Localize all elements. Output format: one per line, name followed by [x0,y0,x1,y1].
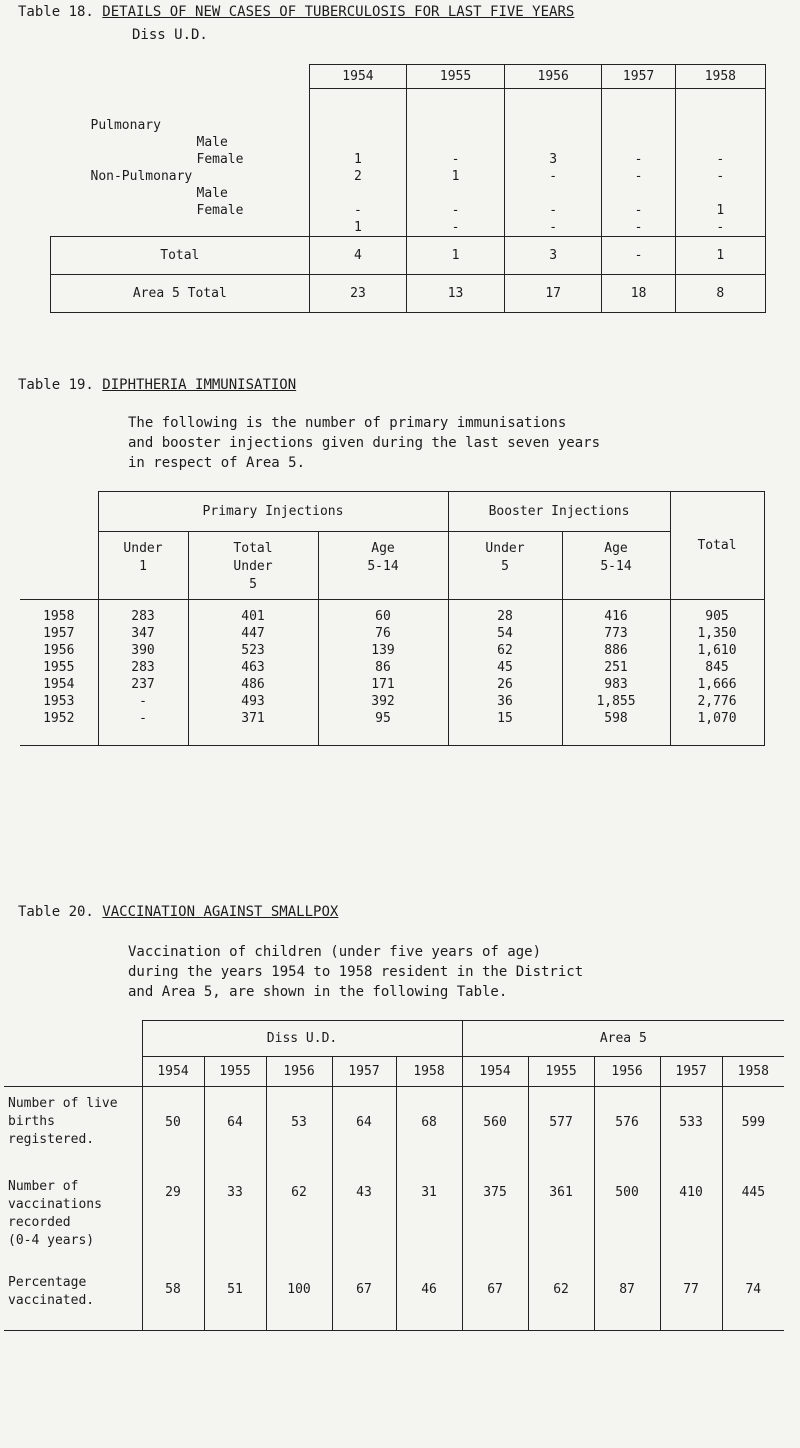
table19-paragraph: The following is the number of primary immunisations and booster injections given during the last seven years in respect of Area 5. [128,415,601,471]
t19-cell: 283 [131,660,155,675]
t20-vacc: 31 [421,1185,437,1200]
t19-cell: 347 [131,626,155,641]
t19-cell: 493 [241,694,265,709]
t19-year: 1956 [43,643,75,658]
table20 [4,1020,784,1331]
t18-cell: 3 [549,152,558,167]
t19-cell: 1,350 [697,626,737,641]
t20-vacc: 361 [549,1185,573,1200]
t19-cell: - [139,694,147,709]
t18-year: 1955 [407,65,505,89]
t18-cell: - [451,152,460,167]
t19-primary-header: Primary Injections [98,492,448,532]
t19-cell: 447 [241,626,265,641]
table19-prefix: Table 19. [18,377,94,393]
t19-cell: 54 [497,626,513,641]
t20-year: 1954 [142,1057,204,1087]
t19-year: 1954 [43,677,75,692]
t20-year: 1956 [266,1057,332,1087]
t19-cell: 392 [371,694,395,709]
t18-area: 8 [675,275,765,313]
t20-pct: 62 [553,1282,569,1297]
t18-label-nonpulmonary: Non-Pulmonary [90,168,193,184]
t19-col-header: Total Under 5 [188,532,318,600]
table19-group-row [20,492,764,532]
t18-total-label: Total [51,237,310,275]
t18-total: 1 [675,237,765,275]
t20-pct: 100 [287,1282,311,1297]
t18-cell: 1 [354,152,362,167]
t18-area: 23 [309,275,407,313]
t20-births: 53 [291,1115,307,1130]
table18-year-row [51,65,766,89]
t19-cell: 463 [241,660,265,675]
t18-cell: - [354,203,362,218]
table18-area-row [51,275,766,313]
t19-cell: 401 [241,609,265,624]
t18-cell: 1 [716,203,725,218]
t18-cell: 1 [451,169,460,184]
t18-area: 18 [602,275,675,313]
t18-year: 1958 [675,65,765,89]
t19-cell: 598 [604,711,628,726]
table20-heading [18,904,338,920]
t18-cell: - [451,220,460,235]
t19-cell: 1,610 [697,643,737,658]
t19-cell: 845 [705,660,729,675]
t19-cell: 486 [241,677,265,692]
t19-cell: 139 [371,643,395,658]
t18-year: 1957 [602,65,675,89]
t19-cell: 390 [131,643,155,658]
t18-cell: - [634,152,643,167]
t18-cell: 2 [354,169,362,184]
t18-label-male-1: Male [196,134,228,150]
t20-year: 1957 [660,1057,722,1087]
table18-title: DETAILS OF NEW CASES OF TUBERCULOSIS FOR LAST FIVE YEARS [102,4,575,20]
table19 [20,491,765,746]
t20-pct: 87 [619,1282,635,1297]
t18-total: 3 [504,237,602,275]
t18-cell: - [549,203,558,218]
t20-label-births: Number of live births registered. [8,1096,118,1147]
t20-vacc: 62 [291,1185,307,1200]
table19-col-header-row [20,532,764,600]
t19-year: 1958 [43,609,75,624]
t20-vacc: 500 [615,1185,639,1200]
t19-cell: 86 [375,660,391,675]
t20-vacc: 43 [356,1185,372,1200]
t18-area-label: Area 5 Total [51,275,310,313]
table19-heading [18,377,296,393]
t20-year: 1958 [396,1057,462,1087]
t20-year: 1955 [204,1057,266,1087]
t20-diss-header: Diss U.D. [142,1021,462,1057]
t20-year: 1954 [462,1057,528,1087]
t18-label-female-1: Female [196,151,244,167]
t18-total: - [602,237,675,275]
t19-cell: 171 [371,677,395,692]
t18-label-male-2: Male [196,185,228,201]
t20-pct: 58 [165,1282,181,1297]
t18-label-female-2: Female [196,202,244,218]
t18-total: 1 [407,237,505,275]
t20-births: 599 [741,1115,766,1130]
t19-cell: 1,070 [697,711,737,726]
t20-births: 68 [421,1115,437,1130]
table18-heading [18,4,574,20]
t19-cell: 773 [604,626,628,641]
t18-cell: 1 [354,220,362,235]
t18-cell: - [716,152,725,167]
t20-pct: 77 [683,1282,699,1297]
t19-cell: 26 [497,677,513,692]
t20-births: 576 [615,1115,639,1130]
t19-booster-header: Booster Injections [448,492,670,532]
t18-cell: - [634,169,643,184]
t19-total-header: Total [670,492,764,600]
t19-cell: 1,666 [697,677,737,692]
t19-cell: 523 [241,643,265,658]
t19-year: 1957 [43,626,75,641]
t19-cell: 95 [375,711,391,726]
t19-year: 1952 [43,711,75,726]
t18-area: 13 [407,275,505,313]
t18-area: 17 [504,275,602,313]
t19-cell: 371 [241,711,265,726]
t20-vacc: 29 [165,1185,181,1200]
t20-vacc: 375 [483,1185,507,1200]
t19-cell: 886 [604,643,628,658]
t18-cell: - [549,169,558,184]
t20-label-vaccinations: Number of vaccinations recorded (0-4 years) [8,1179,102,1248]
t20-pct: 46 [421,1282,437,1297]
t19-col-header: Under 1 [98,532,188,600]
t20-pct: 51 [227,1282,243,1297]
t19-cell: 76 [375,626,391,641]
t20-pct: 67 [356,1282,372,1297]
t19-cell: 1,855 [596,694,636,709]
t19-col-header: Age 5-14 [318,532,448,600]
t20-pct: 67 [487,1282,503,1297]
table18-total-row [51,237,766,275]
t19-cell: 237 [131,677,155,692]
t20-year: 1957 [332,1057,396,1087]
t20-births: 50 [165,1115,181,1130]
t18-label-pulmonary: Pulmonary [90,117,161,133]
t19-col-header: Under 5 [448,532,562,600]
t19-cell: 251 [604,660,628,675]
t19-year: 1953 [43,694,75,709]
t18-cell: - [716,220,725,235]
t18-total: 4 [309,237,407,275]
t19-cell: 416 [604,609,628,624]
t19-col-header: Age 5-14 [562,532,670,600]
table18 [50,64,766,313]
t19-cell: 983 [604,677,628,692]
t19-cell: - [139,711,147,726]
table19-title: DIPHTHERIA IMMUNISATION [102,377,297,393]
t20-vacc: 33 [227,1185,243,1200]
t20-births: 64 [356,1115,372,1130]
table18-prefix: Table 18. [18,4,94,20]
t19-cell: 283 [131,609,155,624]
t20-year: 1958 [722,1057,784,1087]
t20-vacc: 410 [679,1185,703,1200]
t19-cell: 45 [497,660,513,675]
table18-subtitle: Diss U.D. [132,27,208,43]
t19-year: 1955 [43,660,75,675]
t20-births: 533 [679,1115,703,1130]
t20-label-percentage: Percentage vaccinated. [8,1275,95,1308]
t19-cell: 2,776 [697,694,737,709]
t18-cell: - [716,169,725,184]
t19-cell: 905 [705,609,729,624]
t20-births: 560 [483,1115,507,1130]
t20-births: 64 [227,1115,243,1130]
table20-group-row [4,1021,784,1057]
t19-cell: 60 [375,609,391,624]
t19-cell: 36 [497,694,513,709]
t20-vacc: 445 [741,1185,766,1200]
t18-year: 1954 [309,65,407,89]
t20-births: 577 [549,1115,573,1130]
table20-data-row [4,1087,784,1331]
t18-cell: - [634,220,643,235]
t18-cell: - [451,203,460,218]
t19-cell: 15 [497,711,513,726]
table20-prefix: Table 20. [18,904,94,920]
t18-year: 1956 [504,65,602,89]
t20-pct: 74 [745,1282,762,1297]
table20-title: VACCINATION AGAINST SMALLPOX [102,904,339,920]
table19-data-row [20,600,764,746]
t20-year: 1956 [594,1057,660,1087]
t20-year: 1955 [528,1057,594,1087]
table20-paragraph: Vaccination of children (under five years of age) during the years 1954 to 1958 resident in the District and Area 5, are shown in the following Table. [128,944,584,1000]
t19-cell: 62 [497,643,513,658]
t19-cell: 28 [497,609,513,624]
t18-cell: - [634,203,643,218]
t18-cell: - [549,220,558,235]
t20-area-header: Area 5 [462,1021,784,1057]
